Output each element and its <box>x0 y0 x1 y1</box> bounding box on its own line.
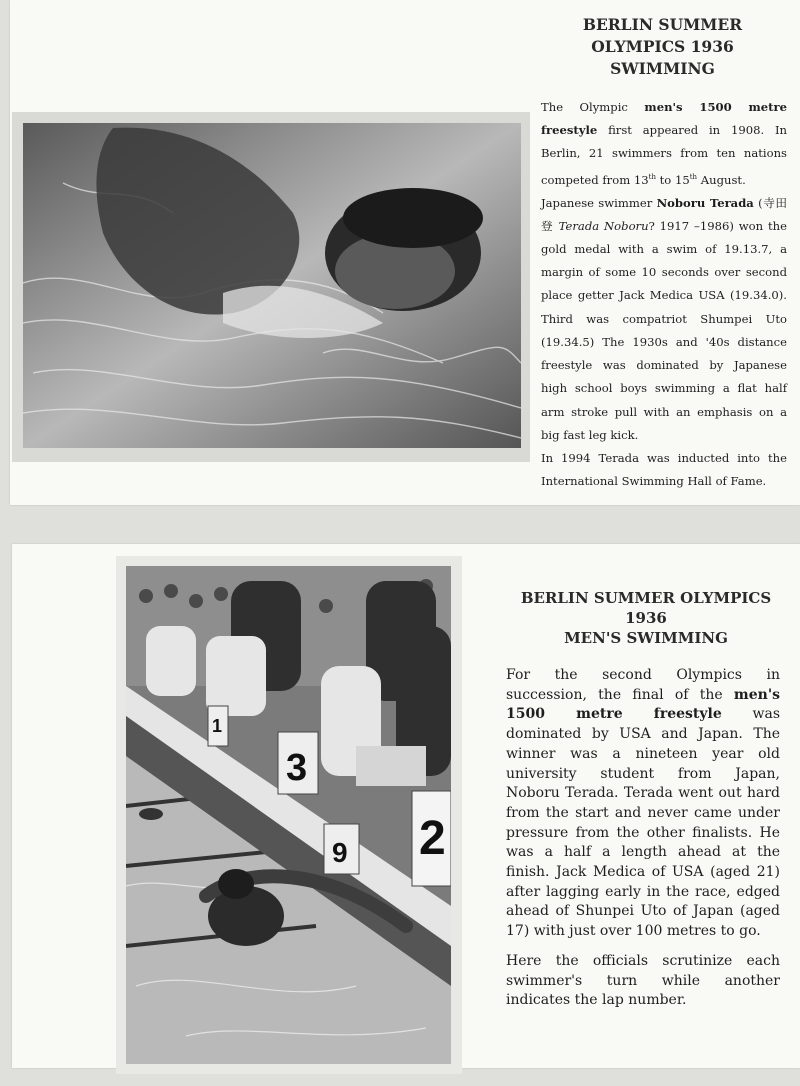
text-run: August. <box>697 172 746 187</box>
bold-event-name: men's 1500 metre freestyle <box>541 100 787 138</box>
text-run: (寺田 登 <box>541 195 787 233</box>
italic-name: Terada Noboru <box>558 218 649 233</box>
photo-swimmer-breathing[interactable] <box>23 123 521 448</box>
starting-block-number: 1 <box>212 716 223 736</box>
card1-description <box>541 96 787 493</box>
starting-block-number: 3 <box>286 747 308 789</box>
pool-photo-art <box>126 566 451 1064</box>
bold-swimmer-name: Noboru Terada <box>656 195 754 210</box>
text-run: The Olympic <box>541 100 645 114</box>
card2-title-line: BERLIN SUMMER OLYMPICS <box>520 589 772 607</box>
card1-title-line: BERLIN SUMMER <box>582 15 743 34</box>
card2-title-line: MEN'S SWIMMING <box>564 629 728 647</box>
photo-pool-officials[interactable] <box>126 566 451 1064</box>
text-run: was dominated by USA and Japan. The winner was a nineteen year old university student from Japan, Noboru Terada. Terada went out hard from the start and never came under pressure from the other finalists. He was a half a length ahead at the finish. Jack Medica of USA (aged 21) after lagging early in the race, edged ahead of Shunpei Uto of Japan (aged 17) with just over 100 metres to go. <box>506 706 781 940</box>
superscript: th <box>648 172 656 181</box>
card1-paragraph-1 <box>541 96 787 192</box>
card2-title <box>508 588 784 648</box>
card2-paragraph-1 <box>506 666 780 942</box>
text-run: For the second Olympics in succession, the final of the <box>506 667 780 703</box>
starting-block-number: 2 <box>419 812 446 865</box>
text-run: first appeared in 1908. In Berlin, 21 swimmers from ten nations competed from 13 <box>541 123 787 187</box>
starting-block-number: 9 <box>332 837 348 868</box>
swimmer-photo-art <box>23 123 521 448</box>
card2-description <box>506 666 780 1011</box>
text-run: to 15 <box>655 172 690 187</box>
text-run: ? 1917 –1986) won the gold medal with a swim of 19.13.7, a margin of some 10 seconds over second place getter Jack Medica USA (19.34.0). Third was compatriot Shumpei Uto (19.34.5) The 1930s and '40s distance freestyle was dominated by Japanese high school boys swimming a flat half arm stroke pull with an emphasis on a big fast leg kick. <box>541 218 788 442</box>
card1-title <box>560 14 765 80</box>
card1-title-line: SWIMMING <box>610 59 715 78</box>
card2-paragraph-2: Here the officials scrutinize each swimmer's turn while another indicates the lap number. <box>506 952 780 1009</box>
card2-title-line: 1936 <box>625 609 667 627</box>
bold-event-name: men's 1500 metre freestyle <box>506 686 780 723</box>
card1-title-line: OLYMPICS 1936 <box>591 37 734 56</box>
text-run: Japanese swimmer <box>541 195 657 210</box>
superscript: th <box>689 172 698 181</box>
card1-paragraph-2 <box>541 192 787 447</box>
card1-paragraph-3: In 1994 Terada was inducted into the International Swimming Hall of Fame. <box>541 450 787 489</box>
